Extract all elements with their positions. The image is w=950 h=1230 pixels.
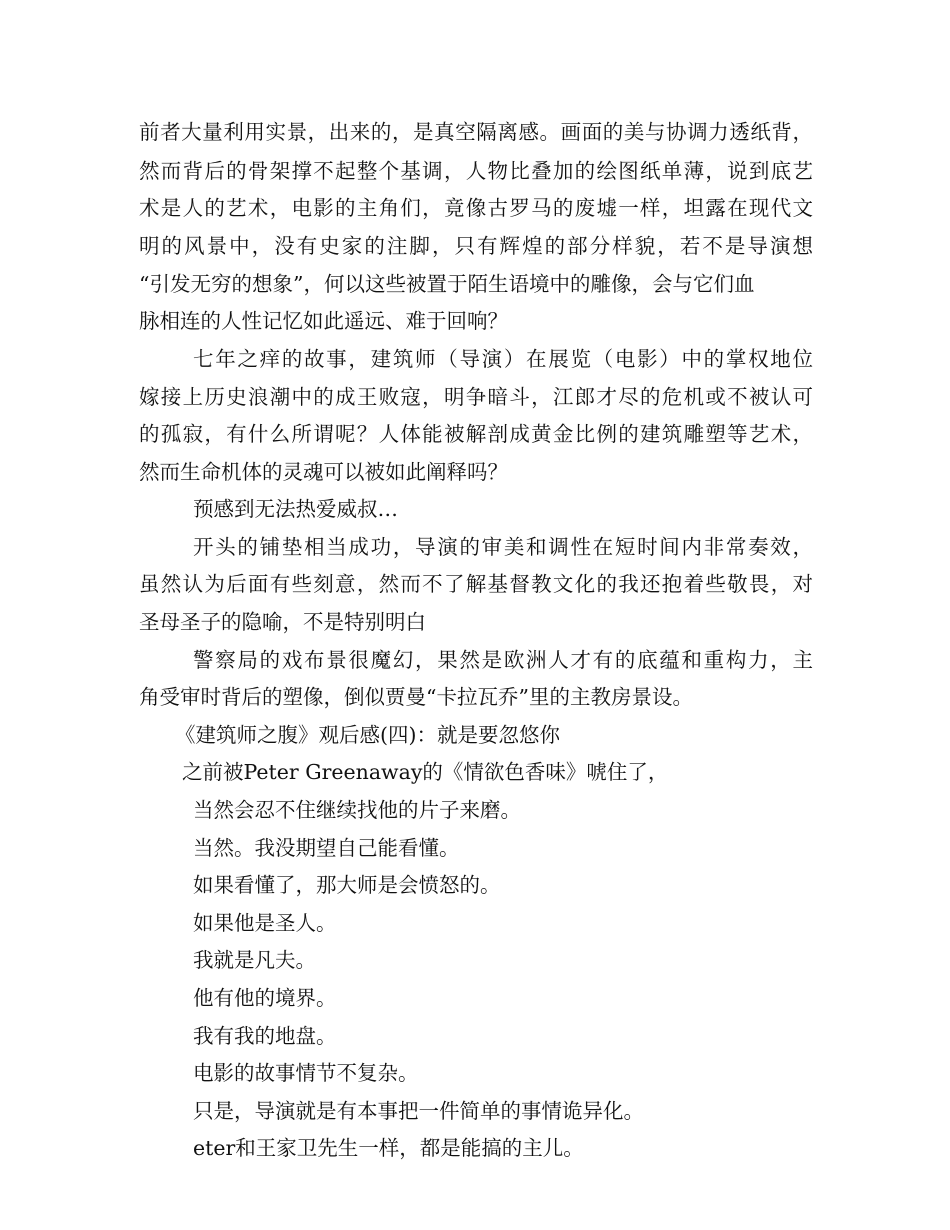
paragraph-first-line: 开头的铺垫相当成功，导演的审美和调性在短时间内非常奏效， — [193, 535, 813, 559]
body-text-line: 脉相连的人性记忆如此遥远、难于回响？ — [139, 309, 508, 333]
body-text-line: 我就是凡夫。 — [193, 948, 316, 972]
body-text-line: 当然。我没期望自己能看懂。 — [193, 836, 460, 860]
body-text-line: 如果看懂了，那大师是会愤怒的。 — [193, 873, 501, 897]
body-text-line: 角受审时背后的塑像，倒似贾曼“卡拉瓦乔”里的主教房景设。 — [139, 685, 693, 709]
section-heading: 《建筑师之腹》观后感(四)：就是要忽悠你 — [175, 723, 560, 747]
body-text-line: 明的风景中，没有史家的注脚，只有辉煌的部分样貌，若不是导演想 — [139, 234, 813, 258]
body-text-line: 他有他的境界。 — [193, 986, 337, 1010]
body-text-line: 之前被Peter Greenaway的《情欲色香味》唬住了， — [182, 760, 669, 784]
paragraph-first-line: 警察局的戏布景很魔幻，果然是欧洲人才有的底蕴和重构力，主 — [193, 648, 813, 672]
paragraph-first-line: 七年之痒的故事，建筑师（导演）在展览（电影）中的掌权地位 — [193, 347, 813, 371]
body-text-line: 然而背后的骨架撑不起整个基调，人物比叠加的绘图纸单薄，说到底艺 — [139, 159, 813, 183]
body-text-line: 前者大量利用实景，出来的，是真空隔离感。画面的美与协调力透纸背， — [139, 120, 813, 144]
body-text-line: 然而生命机体的灵魂可以被如此阐释吗？ — [139, 460, 508, 484]
body-text-line: 圣母圣子的隐喻，不是特别明白 — [139, 610, 426, 634]
body-text-line: eter和王家卫先生一样，都是能搞的主儿。 — [193, 1136, 584, 1160]
body-text-line: 虽然认为后面有些刻意，然而不了解基督教文化的我还抱着些敬畏，对 — [139, 572, 813, 596]
paragraph-first-line: 预感到无法热爱威叔… — [193, 497, 398, 521]
body-text-line: “引发无穷的想象”，何以这些被置于陌生语境中的雕像，会与它们血 — [139, 272, 755, 296]
body-text-line: 我有我的地盘。 — [193, 1024, 337, 1048]
body-text-line: 电影的故事情节不复杂。 — [193, 1061, 419, 1085]
body-text-line: 的孤寂，有什么所谓呢？人体能被解剖成黄金比例的建筑雕塑等艺术， — [139, 422, 813, 446]
body-text-line: 术是人的艺术，电影的主角们，竟像古罗马的废墟一样，坦露在现代文 — [139, 196, 813, 220]
body-text-line: 嫁接上历史浪潮中的成王败寇，明争暗斗，江郎才尽的危机或不被认可 — [139, 385, 813, 409]
body-text-line: 只是，导演就是有本事把一件简单的事情诡异化。 — [193, 1099, 644, 1123]
body-text-line: 如果他是圣人。 — [193, 911, 337, 935]
body-text-line: 当然会忍不住继续找他的片子来磨。 — [193, 798, 521, 822]
